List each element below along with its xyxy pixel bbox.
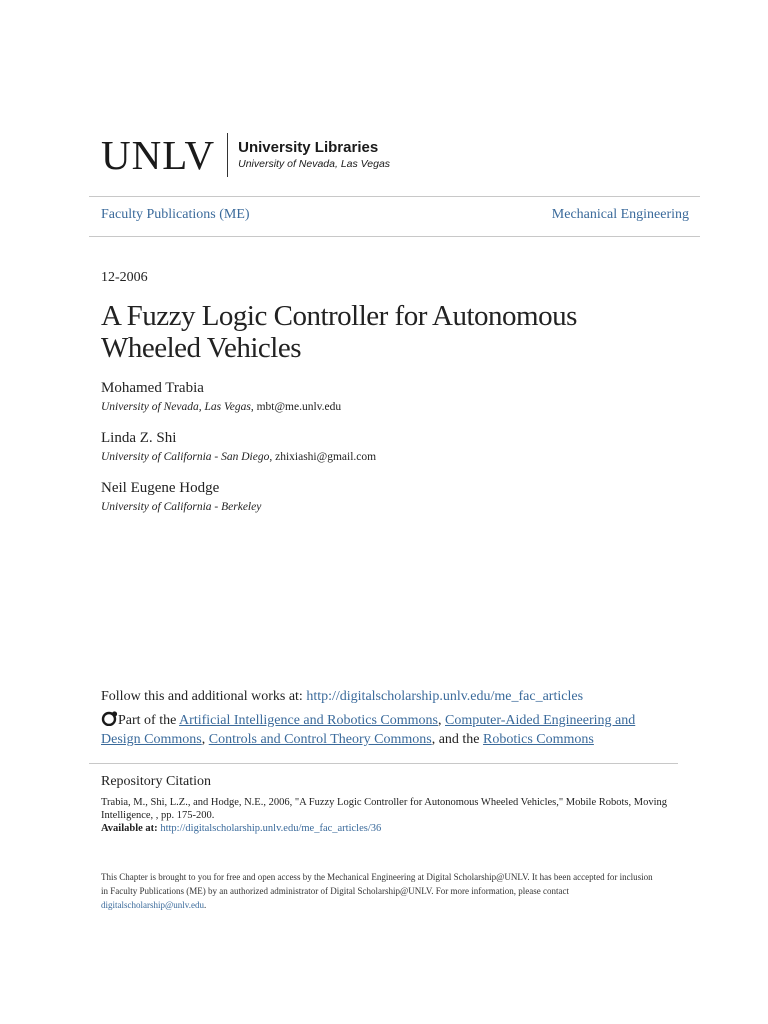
part-of-commons	[101, 711, 661, 749]
follow-line	[101, 689, 583, 705]
faculty-publications-link[interactable]: Faculty Publications (ME)	[101, 207, 250, 222]
separator: , and the	[431, 732, 484, 747]
library-subtitle: University of Nevada, Las Vegas	[238, 158, 391, 170]
logo-wordmark: UNLV	[101, 131, 216, 178]
document-title: A Fuzzy Logic Controller for Autonomous Wheeled Vehicles	[101, 300, 577, 364]
affiliation-institution: University of California - San Diego	[101, 451, 270, 463]
top-divider	[89, 196, 700, 197]
mechanical-engineering-link[interactable]: Mechanical Engineering	[551, 207, 689, 222]
author-email: , mbt@me.unlv.edu	[250, 401, 342, 413]
affiliation-institution: University of Nevada, Las Vegas	[101, 401, 251, 413]
controls-theory-commons-link[interactable]: Controls and Control Theory Commons	[208, 732, 432, 747]
ai-robotics-commons-link[interactable]: Artificial Intelligence and Robotics Commons	[179, 713, 438, 728]
university-logo	[101, 132, 390, 178]
access-statement	[101, 870, 661, 912]
separator: ,	[201, 732, 209, 747]
publication-date: 12-2006	[101, 270, 148, 285]
author-email: , zhixiashi@gmail.com	[269, 451, 377, 463]
library-name-block	[238, 139, 390, 171]
follow-prefix: Follow this and additional works at:	[101, 689, 307, 704]
repository-citation-heading: Repository Citation	[101, 774, 212, 789]
author-name: Neil Eugene Hodge	[101, 480, 220, 496]
affiliation-institution: University of California - Berkeley	[101, 501, 262, 513]
access-statement-text: This Chapter is brought to you for free and open access by the Mechanical Engineering at Digital Scholarship@UNLV. It has been accepted for inclusion in Faculty Publications (ME) by an authorized administrator of Digital Scholarship@UNLV. For more information, please contact	[101, 872, 653, 896]
footer-period: .	[203, 900, 207, 910]
citation-text	[101, 796, 671, 835]
available-at-label: Available at:	[101, 823, 158, 834]
robotics-commons-link[interactable]: Robotics Commons	[483, 732, 594, 747]
author-affiliation	[101, 451, 376, 463]
citation-divider	[89, 763, 678, 764]
commons-network-icon	[101, 711, 118, 726]
logo-divider	[227, 133, 228, 177]
computer-aided-engineering-commons-link[interactable]: Computer-Aided Engineering and Design Commons	[101, 713, 636, 747]
library-title: University Libraries	[238, 139, 379, 156]
collection-url-link[interactable]: http://digitalscholarship.unlv.edu/me_fac_articles	[306, 689, 584, 704]
available-at-link[interactable]: http://digitalscholarship.unlv.edu/me_fac_articles/36	[160, 823, 382, 834]
part-of-prefix: Part of the	[118, 713, 180, 728]
separator: ,	[438, 713, 445, 728]
author-affiliation	[101, 401, 341, 413]
contact-email-link[interactable]: digitalscholarship@unlv.edu	[101, 900, 204, 910]
author-name: Mohamed Trabia	[101, 380, 204, 396]
author-affiliation	[101, 501, 261, 513]
citation-body: Trabia, M., Shi, L.Z., and Hodge, N.E., 2006, "A Fuzzy Logic Controller for Autonomous Wheeled Vehicles," Mobile Robots, Moving Intelligence, , pp. 175-200.	[101, 797, 667, 821]
nav-divider	[89, 236, 700, 237]
author-name: Linda Z. Shi	[101, 430, 177, 446]
